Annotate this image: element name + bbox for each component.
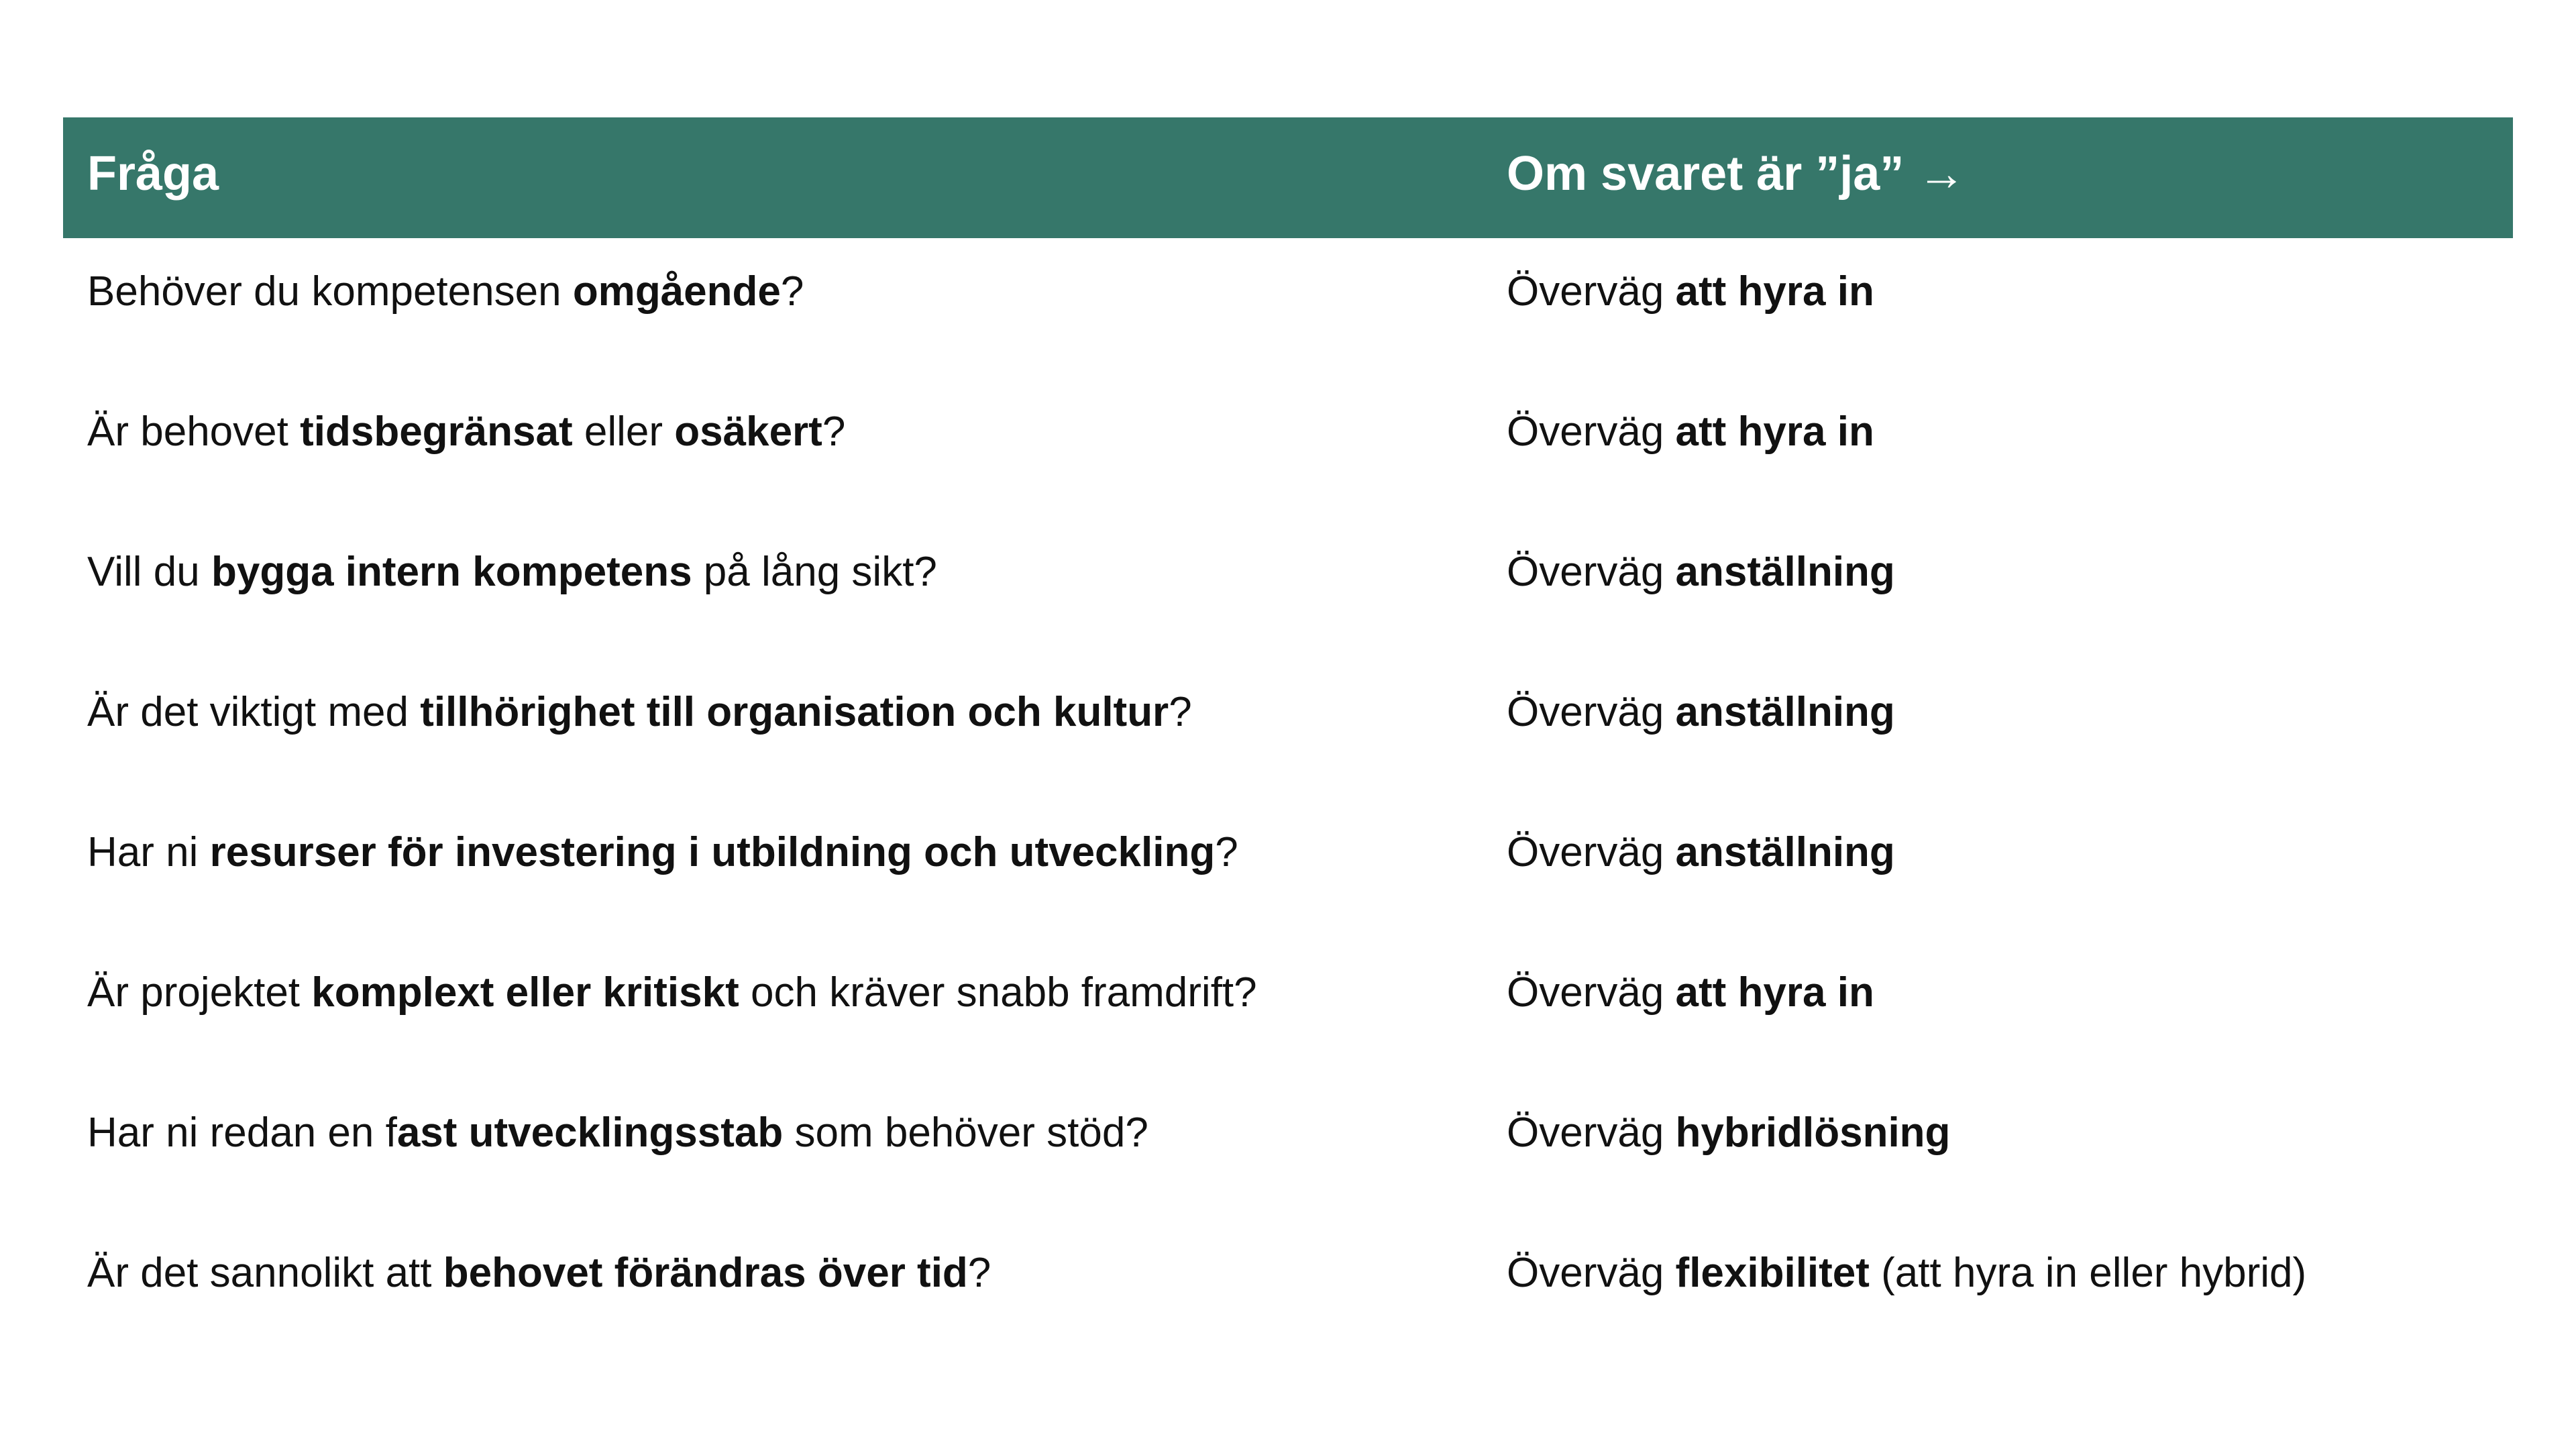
bold-text: omgående [572, 268, 781, 315]
text: Har ni [87, 829, 210, 875]
table-header [63, 117, 2513, 238]
table-body [63, 238, 2513, 1360]
text: Behöver du kompetensen [87, 268, 573, 315]
bold-text: anställning [1675, 689, 1895, 735]
text: ? [822, 409, 846, 455]
bold-text: komplext eller kritiskt [311, 969, 739, 1016]
bold-text: anställning [1675, 549, 1895, 595]
answer-cell [1507, 1109, 1950, 1157]
text: och kräver snabb framdrift? [739, 969, 1257, 1016]
question-cell [87, 969, 1257, 1016]
text: Överväg [1507, 268, 1676, 315]
answer-cell [1507, 268, 1874, 315]
answer-cell [1507, 969, 1874, 1016]
text: Överväg [1507, 1250, 1676, 1296]
text: på lång sikt? [692, 549, 937, 595]
answer-cell [1507, 408, 1874, 455]
text: eller [572, 409, 675, 455]
table-row [63, 659, 2513, 799]
text: ? [967, 1250, 991, 1296]
question-cell [87, 1109, 1148, 1157]
table-row [63, 799, 2513, 939]
text: ? [1169, 689, 1192, 735]
bold-text: resurser för investering i utbildning och utveckling [209, 829, 1216, 875]
text: Är det viktigt med [87, 689, 421, 735]
question-cell [87, 828, 1238, 876]
text: ? [780, 268, 804, 315]
text: (att hyra in eller hybrid) [1869, 1250, 2307, 1296]
table-row [63, 939, 2513, 1079]
table-row [63, 519, 2513, 659]
bold-text: anställning [1675, 829, 1895, 875]
text: Överväg [1507, 969, 1676, 1016]
question-cell [87, 408, 845, 455]
text: som behöver stöd? [783, 1110, 1148, 1156]
answer-cell [1507, 1249, 2306, 1297]
answer-cell [1507, 548, 1895, 596]
question-cell [87, 688, 1192, 736]
bold-text: hybridlösning [1675, 1110, 1951, 1156]
bold-text: tidsbegränsat [300, 409, 573, 455]
answer-cell [1507, 828, 1895, 876]
text: Överväg [1507, 549, 1676, 595]
header-question: Fråga [87, 147, 219, 201]
text: Är det sannolikt att [87, 1250, 443, 1296]
text: ? [1215, 829, 1238, 875]
bold-text: osäkert [674, 409, 822, 455]
bold-text: behovet förändras över tid [443, 1250, 968, 1296]
bold-text: flexibilitet [1675, 1250, 1870, 1296]
bold-text: ast utvecklingsstab [396, 1110, 784, 1156]
table-row [63, 1079, 2513, 1220]
bold-text: att hyra in [1675, 268, 1874, 315]
bold-text: att hyra in [1675, 969, 1874, 1016]
text: Överväg [1507, 409, 1676, 455]
text: Vill du [87, 549, 211, 595]
table-row [63, 238, 2513, 378]
bold-text: bygga intern kompetens [211, 549, 692, 595]
table-row [63, 378, 2513, 519]
table-row [63, 1220, 2513, 1360]
text: Överväg [1507, 689, 1676, 735]
answer-cell [1507, 688, 1895, 736]
text: Är behovet [87, 409, 301, 455]
bold-text: tillhörighet till organisation och kultur [420, 689, 1169, 735]
question-cell [87, 1249, 991, 1297]
bold-text: att hyra in [1675, 409, 1874, 455]
text: Överväg [1507, 829, 1676, 875]
question-cell [87, 268, 804, 315]
text: Är projektet [87, 969, 312, 1016]
text: Överväg [1507, 1110, 1676, 1156]
text: Har ni redan en f [87, 1110, 397, 1156]
question-cell [87, 548, 937, 596]
decision-table [63, 117, 2513, 1360]
header-answer: Om svaret är ”ja” → [1507, 147, 1966, 201]
